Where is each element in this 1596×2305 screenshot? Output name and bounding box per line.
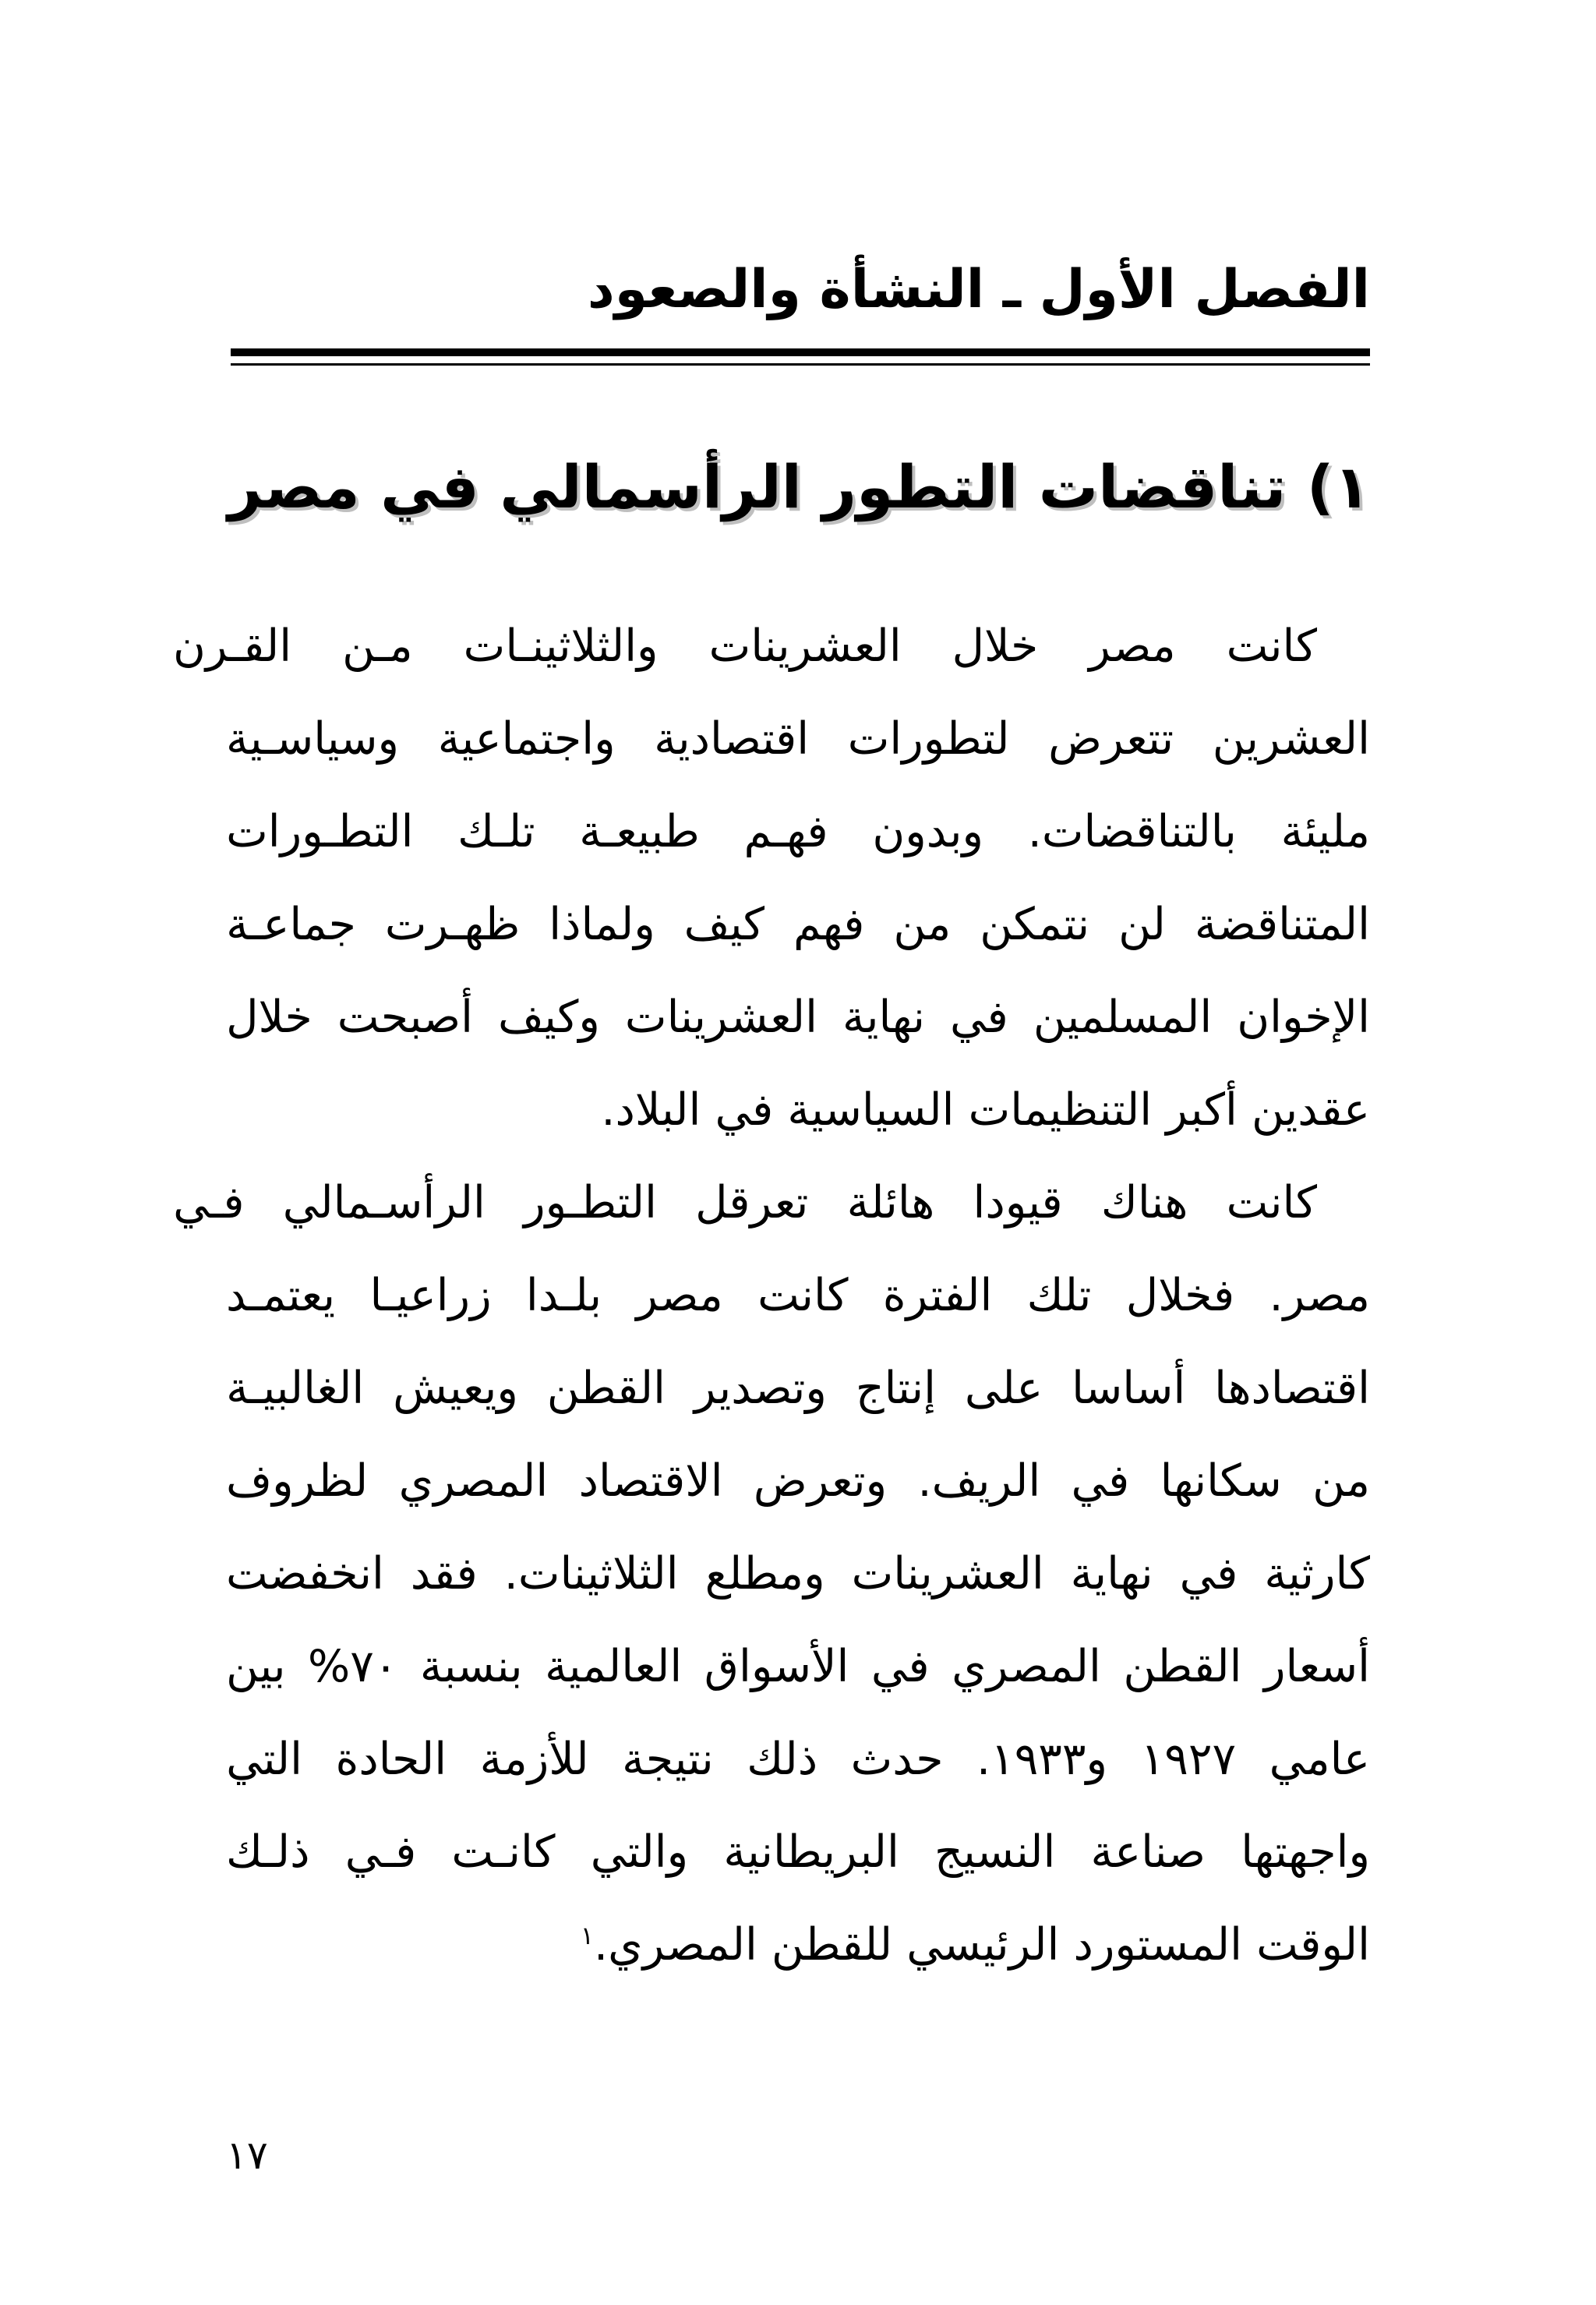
header-rule-thick [231, 348, 1370, 356]
word: زراعيـا [369, 1270, 492, 1321]
word: مصر [1089, 620, 1176, 672]
word: لتطورات [847, 713, 1010, 765]
word: أصبحت [337, 992, 473, 1043]
word: اقتصادها [1214, 1363, 1370, 1414]
word: الاقتصاد [578, 1455, 723, 1507]
word: اقتصادية [654, 713, 810, 765]
word: القطن [1123, 1641, 1242, 1692]
word: جماعـة [226, 899, 356, 950]
word: بين [226, 1641, 286, 1692]
paragraph-2 [173, 1157, 1370, 1992]
word: عامي [1269, 1734, 1370, 1785]
word: يعتمـد [226, 1270, 336, 1321]
footnote-reference[interactable]: ١ [580, 1921, 595, 1950]
header-rule-thin [231, 363, 1370, 366]
word: كارثية [1264, 1548, 1370, 1600]
paragraph-line [226, 1342, 1370, 1435]
word: الغالبيـة [226, 1363, 365, 1414]
word: ١٩٢٧ [1140, 1734, 1237, 1785]
word: في [950, 992, 1008, 1043]
word: الحادة [335, 1734, 447, 1785]
paragraph-line [226, 1806, 1370, 1899]
paragraph-line [226, 879, 1370, 971]
paragraph-line-text: الوقت المستورد الرئيسي للقطن المصري. [594, 1919, 1370, 1971]
word: الفترة [882, 1270, 993, 1321]
word: فهم [793, 899, 865, 950]
word: الرأسـمالي [282, 1177, 486, 1229]
word: القـرن [173, 620, 292, 672]
word: التطـور [524, 1177, 657, 1229]
word: التي [226, 1734, 302, 1785]
word: كانت [1226, 620, 1317, 672]
word: العشرين [1212, 713, 1370, 765]
running-header: الفصل الأول ـ النشأة والصعود [587, 259, 1370, 320]
word: في [1179, 1548, 1238, 1600]
word: خلال [226, 992, 312, 1043]
word: ذلـك [226, 1826, 310, 1878]
word: قيودا [973, 1177, 1063, 1229]
word: نهاية [1070, 1548, 1153, 1600]
word: وتعرض [753, 1455, 888, 1507]
word: هائلة [846, 1177, 935, 1229]
word: ٧٠% [308, 1641, 398, 1692]
word: فهـم [743, 806, 828, 857]
word: النسيج [934, 1826, 1056, 1878]
word: على [964, 1363, 1043, 1414]
word: المصري [398, 1455, 549, 1507]
word: في [870, 1641, 930, 1692]
word: وتصدير [694, 1363, 827, 1414]
word: تتعرض [1048, 713, 1174, 765]
word: إنتاج [855, 1363, 936, 1414]
word: والتي [590, 1826, 689, 1878]
paragraph-1 [173, 600, 1370, 1157]
word: ومطلع [704, 1548, 825, 1600]
paragraph-line [226, 1250, 1370, 1342]
page-number: ١٧ [226, 2133, 268, 2178]
word: بلـدا [525, 1270, 602, 1321]
word: أسعار [1264, 1641, 1370, 1692]
word: الريف. [917, 1455, 1041, 1507]
word: انخفضت [226, 1548, 384, 1600]
word: كانت [757, 1270, 849, 1321]
section-title: ١) تناقضات التطور الرأسمالي في مصر [228, 452, 1370, 521]
word: البريطانية [723, 1826, 899, 1878]
word: طبيعـة [579, 806, 700, 857]
word: نتيجة [622, 1734, 714, 1785]
word: أساسا [1072, 1363, 1186, 1414]
word: مصر. [1269, 1270, 1370, 1321]
word: المصري [952, 1641, 1101, 1692]
word: هناك [1100, 1177, 1188, 1229]
word: فقد [410, 1548, 478, 1600]
word: لن [1118, 899, 1166, 950]
word: مصر [636, 1270, 723, 1321]
word: نهاية [842, 992, 925, 1043]
word: خلال [952, 620, 1039, 672]
word: و١٩٣٣. [976, 1734, 1108, 1785]
paragraph-line [226, 1621, 1370, 1713]
word: ويعيش [393, 1363, 518, 1414]
word: من [1312, 1455, 1370, 1507]
word: العشرينات [708, 620, 902, 672]
word: العشرينات [851, 1548, 1044, 1600]
word: كانت [1226, 1177, 1317, 1229]
word: المتناقضة [1194, 899, 1370, 950]
word: حدث [850, 1734, 944, 1785]
paragraph-line [226, 1713, 1370, 1806]
word: صناعة [1090, 1826, 1206, 1878]
word: العالمية [545, 1641, 683, 1692]
word: نتمكن [980, 899, 1090, 950]
word: العشرينات [624, 992, 818, 1043]
word: بنسبة [419, 1641, 523, 1692]
word: ذلك [747, 1734, 818, 1785]
word: الإخوان [1237, 992, 1370, 1043]
word: لظروف [226, 1455, 369, 1507]
paragraph-line: عقدين أكبر التنظيمات السياسية في البلاد. [601, 1084, 1370, 1136]
word: للأزمة [479, 1734, 589, 1785]
paragraph-line [226, 693, 1370, 786]
body-text [173, 600, 1370, 1992]
paragraph-line [226, 1528, 1370, 1621]
word: القطن [546, 1363, 666, 1414]
paragraph-line [226, 786, 1370, 879]
word: وسياسـية [226, 713, 400, 765]
word: وبدون [872, 806, 984, 857]
word: فـي [344, 1826, 417, 1878]
word: من [893, 899, 952, 950]
word: في [1071, 1455, 1130, 1507]
word: وكيف [498, 992, 600, 1043]
word: كانـت [451, 1826, 556, 1878]
word: تلك [1026, 1270, 1092, 1321]
word: مـن [342, 620, 413, 672]
paragraph-last-line [226, 1899, 1370, 1992]
paragraph-line [173, 1157, 1370, 1250]
word: بالتناقضات. [1027, 806, 1237, 857]
word: الأسواق [704, 1641, 849, 1692]
word: كيف [683, 899, 765, 950]
paragraph-line [226, 971, 1370, 1064]
paragraph-line [226, 1435, 1370, 1528]
word: والثلاثينـات [463, 620, 659, 672]
word: تعرقل [695, 1177, 809, 1229]
word: واجتماعية [437, 713, 616, 765]
word: تلـك [457, 806, 535, 857]
paragraph-line [173, 600, 1370, 693]
word: الثلاثينات. [503, 1548, 679, 1600]
word: مليئة [1280, 806, 1370, 857]
word: المسلمين [1033, 992, 1213, 1043]
word: ولماذا [549, 899, 655, 950]
word: ظهـرت [384, 899, 521, 950]
word: التطـورات [226, 806, 414, 857]
word: واجهتها [1241, 1826, 1370, 1878]
word: سكانها [1160, 1455, 1282, 1507]
word: فـي [173, 1177, 245, 1229]
word: فخلال [1125, 1270, 1235, 1321]
